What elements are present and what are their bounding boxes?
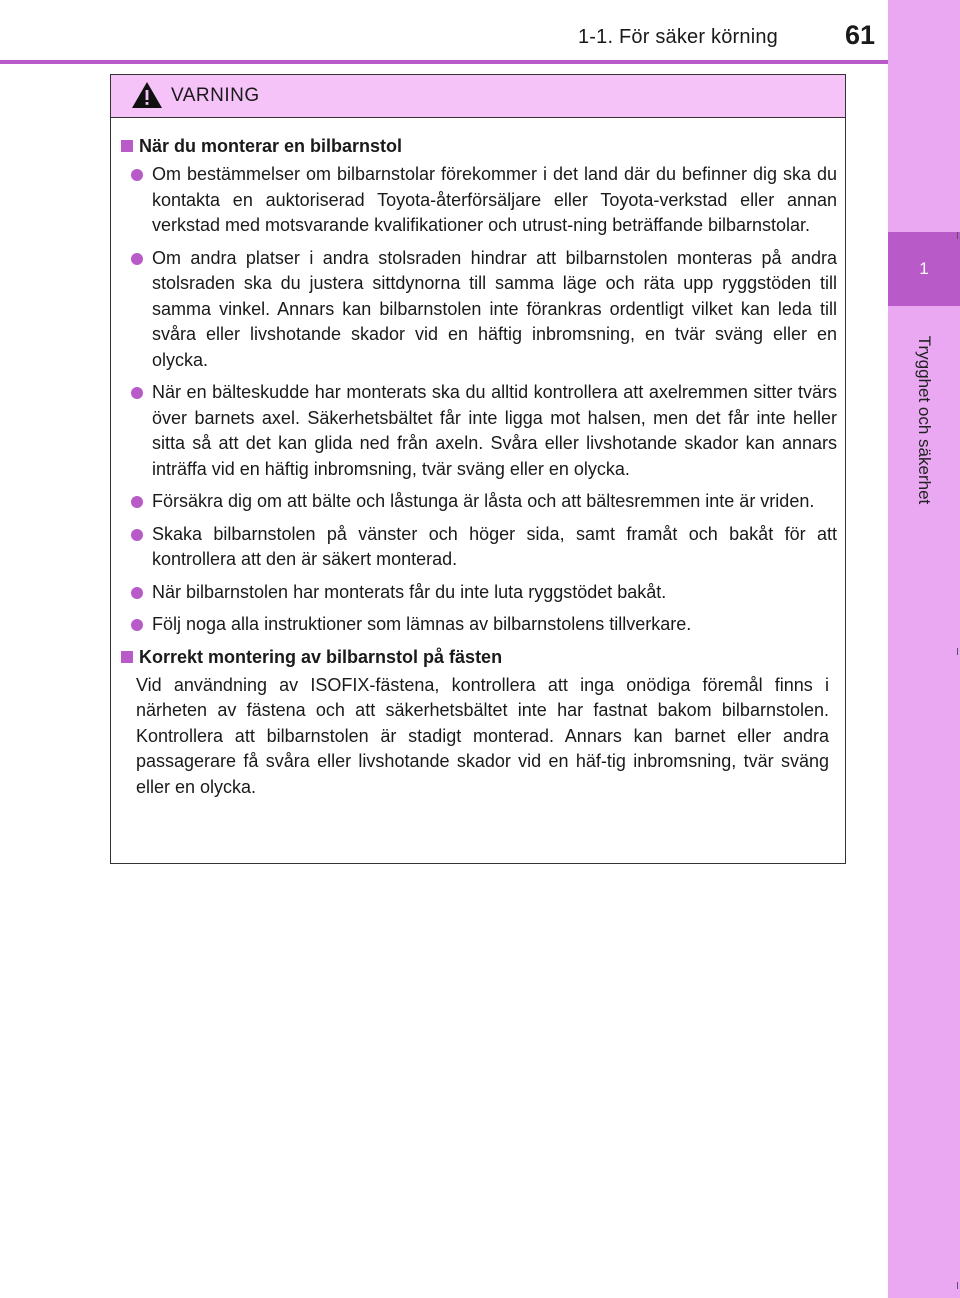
bullet-dot-icon <box>131 496 143 508</box>
square-bullet-icon <box>121 651 133 663</box>
section-paragraph: Vid användning av ISOFIX-fästena, kontrollera att inga onödiga föremål finns i närheten av fästena och att säkerhetsbältet inte har fastnat bakom bilbarnstolen. Kontrollera att bilbarnstolen är stadigt monterad. Annars kan barnet eller andra passagerare få svåra eller livshotande skador vid en häf-tig inbromsning, tvär sväng eller en olycka. <box>136 674 829 797</box>
margin-tick <box>957 648 958 655</box>
bullet-dot-icon <box>131 169 143 181</box>
chapter-title-label: Trygghet och säkerhet <box>915 335 934 505</box>
list-item-text: Om andra platser i andra stolsraden hindrar att bilbarnstolen monteras på andra stolsraden ska du justera sittdynorna till samma läge och räta upp ryggstöden till samma vinkel. Annars kan bilbarnstolen inte förankras ordentligt vilket kan leda till svåra eller livshotande skador vid en häftig inbromsning, en tvär sväng eller en olycka. <box>152 247 837 370</box>
list-item <box>121 380 837 482</box>
bullet-dot-icon <box>131 253 143 265</box>
list-item <box>121 612 837 638</box>
list-item <box>121 580 837 606</box>
bullet-dot-icon <box>131 529 143 541</box>
section-heading-text: När du monterar en bilbarnstol <box>139 136 403 156</box>
section-heading <box>121 645 837 669</box>
list-item <box>121 522 837 573</box>
warning-triangle-icon <box>131 81 163 109</box>
warning-box <box>110 74 846 864</box>
list-item <box>121 489 837 515</box>
section-heading-text: Korrekt montering av bilbarnstol på fästen <box>139 646 503 667</box>
section-title: 1-1. För säker körning <box>577 26 778 48</box>
square-bullet-icon <box>121 140 133 152</box>
list-item-text: Om bestämmelser om bilbarnstolar förekommer i det land där du befinner dig ska du kontakta en auktoriserad Toyota-återförsäljare eller Toyota-verkstad eller annan verkstad med motsvarande kvalifikationer och utrust-ning beträffande bilbarnstolar. <box>152 164 837 235</box>
bullet-dot-icon <box>131 587 143 599</box>
list-item-text: När bilbarnstolen har monterats får du inte luta ryggstödet bakåt. <box>152 581 667 602</box>
list-item-text: Skaka bilbarnstolen på vänster och höger sida, samt framåt och bakåt för att kontrollera att den är säkert monterad. <box>152 523 837 569</box>
bullet-dot-icon <box>131 619 143 631</box>
list-item <box>121 162 837 239</box>
margin-tick <box>957 232 958 239</box>
chapter-side-tab <box>888 0 960 1298</box>
warning-title: VARNING <box>171 85 260 106</box>
warning-body <box>111 118 845 800</box>
list-item-text: Försäkra dig om att bälte och låstunga är låsta och att bältesremmen inte är vriden. <box>152 491 815 511</box>
list-item <box>121 246 837 374</box>
list-item-text: Följ noga alla instruktioner som lämnas av bilbarnstolens tillverkare. <box>152 614 692 634</box>
chapter-number-tab[interactable]: 1 <box>888 232 960 306</box>
page-number: 61 <box>845 20 876 50</box>
bullet-dot-icon <box>131 387 143 399</box>
warning-header <box>111 75 845 118</box>
list-item-text: När en bälteskudde har monterats ska du alltid kontrollera att axelremmen sitter tvärs över barnets axel. Säkerhetsbältet får inte ligga mot halsen, men det får inte heller sitta så att det kan glida ned från axeln. Svåra eller livshotande skador kan annars inträffa vid en häftig inbromsning, tvär sväng eller en olycka. <box>152 382 837 479</box>
section-heading <box>121 134 837 158</box>
margin-tick <box>957 1282 958 1289</box>
header-rule <box>0 60 888 64</box>
